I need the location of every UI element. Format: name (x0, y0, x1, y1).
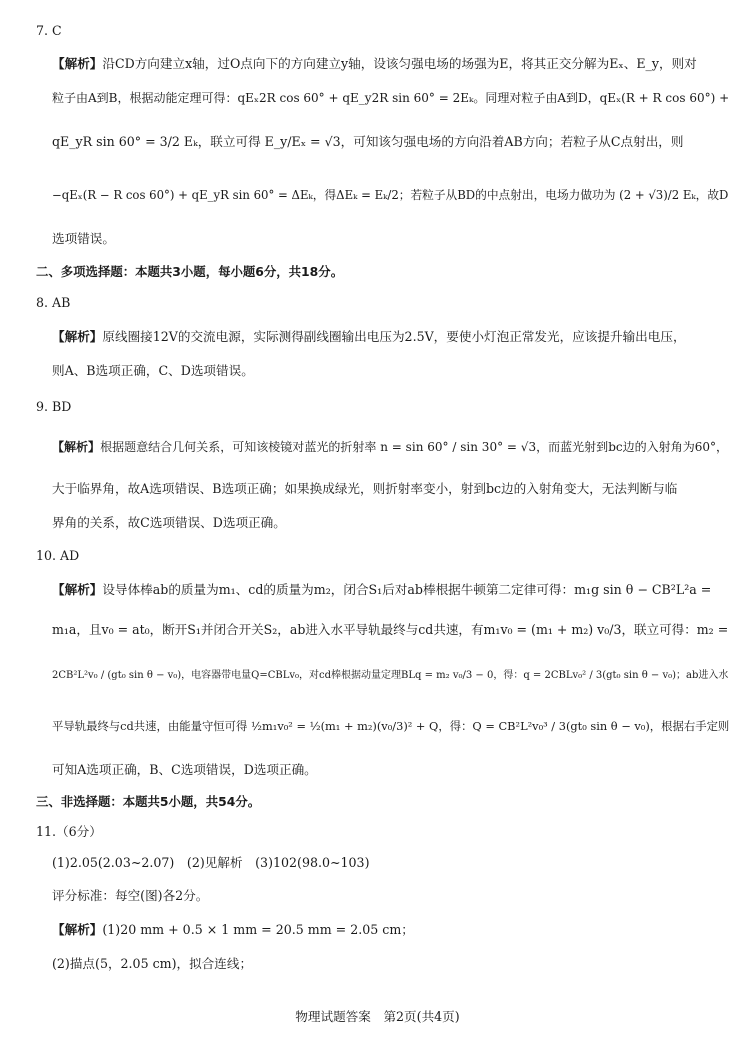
q11-line-1: 【解析】(1)20 mm + 0.5 × 1 mm = 20.5 mm = 2.05 cm； (52, 922, 414, 937)
q10-line-5: 可知A选项正确，B、C选项错误，D选项正确。 (52, 762, 317, 777)
q8-analysis-label: 【解析】 (52, 329, 103, 344)
q10-analysis-label: 【解析】 (52, 582, 103, 597)
q7-line-2: 粒子由A到B，根据动能定理可得：qEₓ2R cos 60° + qE_y2R sin 60° = 2Eₖ。同理对粒子由A到D，qEₓ(R + R cos 60°) + (52, 91, 730, 105)
q9-analysis-label: 【解析】 (52, 440, 101, 454)
q11-analysis-label: 【解析】 (52, 922, 103, 937)
page-footer: 物理试题答案 第2页(共4页) (295, 1009, 460, 1024)
q7-analysis-label: 【解析】 (52, 56, 103, 71)
q8-line-1: 【解析】原线圈接12V的交流电源，实际测得副线圈输出电压为2.5V，要使小灯泡正常发光，应该提升输出电压， (52, 329, 686, 344)
q9-line-2: 大于临界角，故A选项错误、B选项正确；如果换成绿光，则折射率变小，射到bc边的入射角变大，无法判断与临 (52, 481, 678, 496)
q11-answers: (1)2.05(2.03~2.07) (2)见解析 (3)102(98.0~103) (52, 855, 370, 870)
section-2-heading: 二、多项选择题：本题共3小题，每小题6分，共18分。 (36, 264, 344, 279)
q9-line-1: 【解析】根据题意结合几何关系，可知该棱镜对蓝光的折射率 n = sin 60° / sin 30° = √3，而蓝光射到bc边的入射角为60°， (52, 440, 729, 454)
q11-number: 11.（6分） (36, 824, 102, 839)
q10-number: 10. AD (36, 548, 80, 563)
q10-line-3: 2CB²L²v₀ / (gt₀ sin θ − v₀)，电容器带电量Q=CBLv₀，对cd棒根据动量定理BLq = m₂ v₀/3 − 0，得：q = 2CBLv₀² / 3(gt₀ sin θ − v₀)；ab进入水 (52, 670, 729, 681)
q7-line-4: −qEₓ(R − R cos 60°) + qE_yR sin 60° = ΔEₖ，得ΔEₖ = Eₖ/2；若粒子从BD的中点射出，电场力做功为 (2 + √3)/2 Eₖ，故D (52, 188, 729, 202)
q11-criteria: 评分标准：每空(图)各2分。 (52, 888, 209, 903)
q8-number: 8. AB (36, 295, 71, 310)
q9-line-3: 界角的关系，故C选项错误、D选项正确。 (52, 515, 286, 530)
q10-line-1: 【解析】设导体棒ab的质量为m₁、cd的质量为m₂，闭合S₁后对ab棒根据牛顿第二定律可得：m₁g sin θ − CB²L²a = (52, 582, 712, 597)
q10-line-2: m₁a，且v₀ = at₀，断开S₁并闭合开关S₂，ab进入水平导轨最终与cd共速，有m₁v₀ = (m₁ + m₂) v₀/3，联立可得：m₂ = (52, 622, 729, 637)
section-3-heading: 三、非选择题：本题共5小题，共54分。 (36, 794, 261, 809)
q10-line-4: 平导轨最终与cd共速，由能量守恒可得 ½m₁v₀² = ½(m₁ + m₂)(v₀/3)² + Q，得：Q = CB²L²v₀³ / 3(gt₀ sin θ − v₀)，根据右手定则 (52, 719, 730, 733)
q8-line-2: 则A、B选项正确，C、D选项错误。 (52, 363, 254, 378)
q11-line-2: (2)描点(5，2.05 cm)，拟合连线； (52, 956, 253, 971)
q9-number: 9. BD (36, 399, 72, 414)
q7-line-3: qE_yR sin 60° = 3/2 Eₖ，联立可得 E_y/Eₓ = √3，可知该匀强电场的方向沿着AB方向；若粒子从C点射出，则 (52, 134, 684, 149)
q7-line-1: 【解析】沿CD方向建立x轴，过O点向下的方向建立y轴，设该匀强电场的场强为E，将其正交分解为Eₓ、E_y，则对 (52, 56, 697, 71)
q7-line-5: 选项错误。 (52, 231, 115, 246)
q7-number: 7. C (36, 23, 62, 38)
